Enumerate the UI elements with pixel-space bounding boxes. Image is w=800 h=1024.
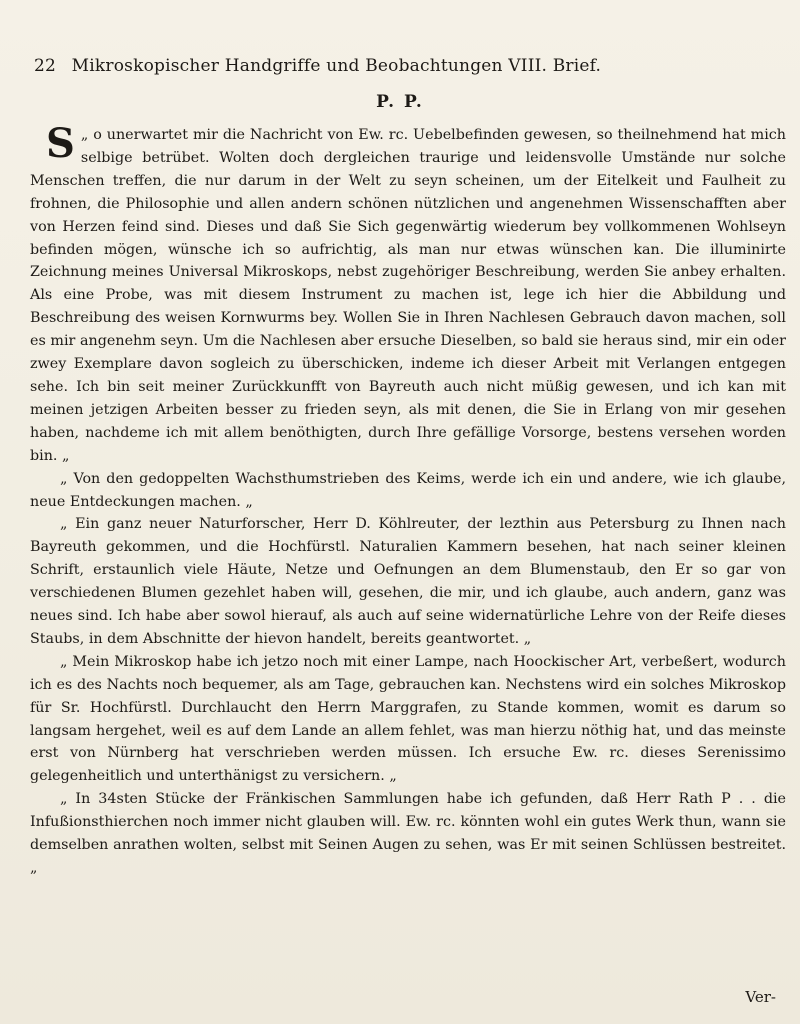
letter-body (30, 120, 786, 880)
paragraph-2: „ Von den gedoppelten Wachsthumstrieben des Keims, werde ich ein und andere, wie ich glaube, neue Entdeckungen machen. „ (30, 470, 786, 510)
paragraph-3: „ Ein ganz neuer Naturforscher, Herr D. Köhlreuter, der lezthin aus Petersburg zu Ihnen nach Bayreuth gekommen, und die Hochfürstl. Naturalien Kammern besehen, hat nach seiner kleinen Schrift, erstaunlich viele Häute, Netze und Oefnungen an dem Blumenstaub, den Er so gar von verschiedenen Blumen gezehlet haben will, gesehen, die mir, und ich glaube, auch andern, ganz was neues sind. Ich habe aber sowol hierauf, als auch auf seine widernatürliche Lehre von der Reife dieses Staubs, in dem Abschnitte der hievon handelt, bereits geantwortet. „ (30, 516, 786, 647)
paragraph-1 (30, 120, 786, 468)
paragraph-5: „ In 34sten Stücke der Fränkischen Sammlungen habe ich gefunden, daß Herr Rath P . . die Infußionsthierchen noch immer nicht glauben will. Ew. rc. könnten wohl ein gutes Werk thun, wann sie demselben anrathen wolten, selbst mit Seinen Augen zu sehen, was Er mit seinen Schlüssen bestreitet. „ (30, 791, 786, 876)
salutation: P. P. (376, 92, 424, 112)
catchword: Ver- (745, 988, 776, 1006)
drop-capital: S (46, 120, 75, 167)
paragraph-4: „ Mein Mikroskop habe ich jetzo noch mit einer Lampe, nach Hoockischer Art, verbeßert, wodurch ich es des Nachts noch bequemer, als am Tage, gebrauchen kan. Nechstens wird ein solches Mikroskop für Sr. Hochfürstl. Durchlaucht den Herrn Marggrafen, zu Stande kommen, womit es darum so langsam hergehet, weil es auf dem Lande an allem fehlet, was man hierzu nöthig hat, und das meinste erst von Nürnberg hat verschrieben werden müssen. Ich ersuche Ew. rc. dieses Serenissimo gelegenheitlich und unterthänigst zu versichern. „ (30, 653, 786, 785)
paragraph-text: „ o unerwartet mir die Nachricht von Ew. rc. Uebelbefinden gewesen, so theilnehmend hat mich selbige betrübet. Wolten doch dergleichen traurige und leidensvolle Umstände nur solche Menschen treffen, die nur darum in der Welt zu seyn scheinen, um der Eitelkeit und Faulheit zu frohnen, die Philosophie und allen andern schönen nützlichen und angenehmen Wissenschafften aber von Herzen feind sind. Dieses und daß Sie Sich gegenwärtig wiederum bey vollkommenen Wohlseyn befinden mögen, wünsche ich so aufrichtig, als man nur etwas wünschen kan. Die illuminirte Zeichnung meines Universal Mikroskops, nebst zugehöriger Beschreibung, werden Sie anbey erhalten. Als eine Probe, was mit diesem Instrument zu machen ist, lege ich hier die Abbildung und Beschreibung des weisen Kornwurms bey. Wollen Sie in Ihren Nachlesen Gebrauch davon machen, soll es mir angenehm seyn. Um die Nachlesen aber ersuche Dieselben, so bald sie heraus sind, mir ein oder zwey Exemplare davon sogleich zu überschicken, indeme ich dieser Arbeit mit Verlangen entgegen sehe. Ich bin seit meiner Zurückkunfft von Bayreuth auch nicht müßig gewesen, und ich kan mit meinen jetzigen Arbeiten besser zu frieden seyn, als mit denen, die Sie in Erlang von mir gesehen haben, nachdeme ich mit allem benöthigten, durch Ihre gefällige Vorsorge, bestens versehen worden bin. „ (30, 127, 786, 464)
running-head (34, 56, 774, 76)
running-title: Mikroskopischer Handgriffe und Beobachtungen VIII. Brief. (71, 56, 602, 76)
page-number: 22 (34, 56, 57, 76)
